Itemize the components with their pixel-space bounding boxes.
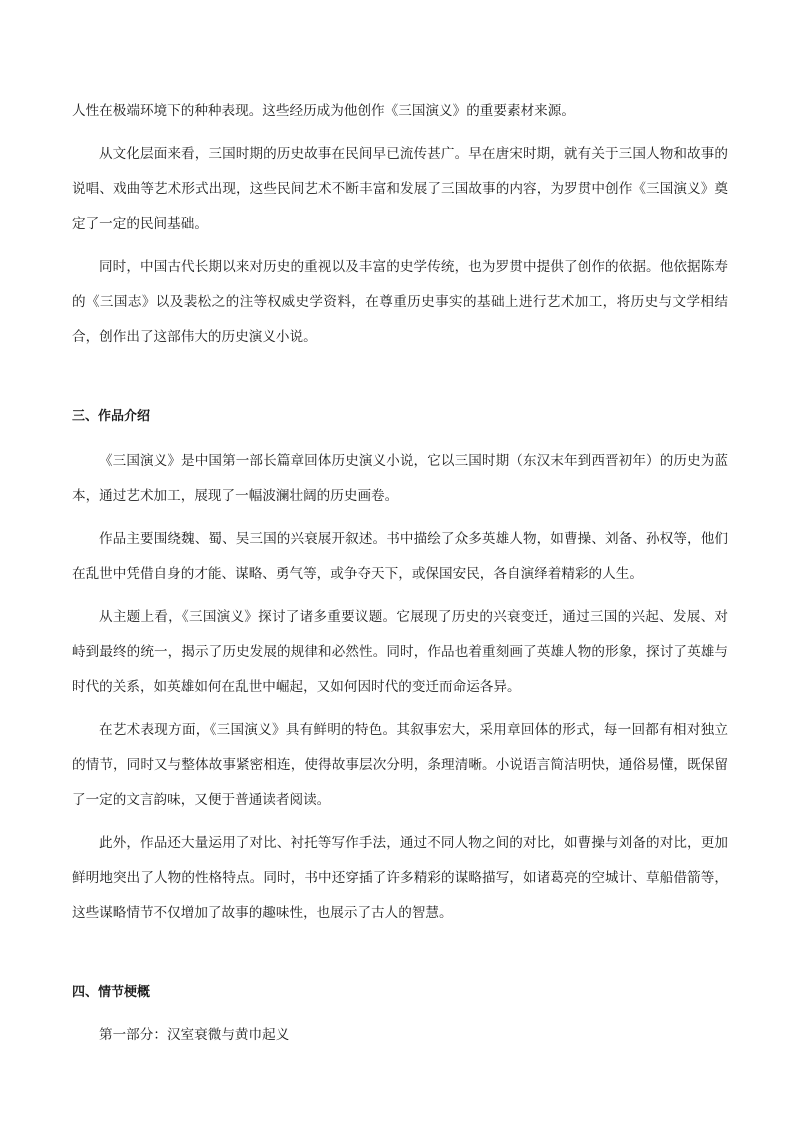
- section-heading-introduction: 三、作品介绍: [72, 409, 151, 424]
- paragraph-intro-three-kingdoms: 作品主要围绕魏、蜀、吴三国的兴衰展开叙述。书中描绘了众多英雄人物，如曹操、刘备、孙权等，他们在乱世中凭借自身的才能、谋略、勇气等，或争夺天下，或保国安民，各自演绎着精彩的人生。: [72, 531, 728, 582]
- paragraph-intro-overview: 《三国演义》是中国第一部长篇章回体历史演义小说，它以三国时期（东汉末年到西晋初年）的历史为蓝本，通过艺术加工，展现了一幅波澜壮阔的历史画卷。: [72, 453, 728, 504]
- section-heading-plot-summary: 四、情节梗概: [72, 985, 151, 1000]
- document-body: [72, 94, 728, 1045]
- paragraph-intro-artistry: 在艺术表现方面，《三国演义》具有鲜明的特色。其叙事宏大，采用章回体的形式，每一回都有相对独立的情节，同时又与整体故事紧密相连，使得故事层次分明，条理清晰。小说语言简洁明快，通俗易懂，既保留了一定的文言韵味，又便于普通读者阅读。: [72, 722, 728, 808]
- subheading-part-one: 第一部分：汉室衰微与黄巾起义: [99, 1027, 290, 1043]
- section-spacer: [72, 1003, 728, 1025]
- paragraph-intro-themes: 从主题上看，《三国演义》探讨了诸多重要议题。它展现了历史的兴衰变迁，通过三国的兴起、发展、对峙到最终的统一，揭示了历史发展的规律和必然性。同时，作品也着重刻画了英雄人物的形象，探讨了英雄与时代的关系，如英雄如何在乱世中崛起，又如何因时代的变迁而命运各异。: [72, 609, 728, 695]
- paragraph-historiography: 同时，中国古代长期以来对历史的重视以及丰富的史学传统，也为罗贯中提供了创作的依据。他依据陈寿的《三国志》以及裴松之的注等权威史学资料，在尊重历史事实的基础上进行艺术加工，将历史与文学相结合，创作出了这部伟大的历史演义小说。: [72, 259, 728, 345]
- paragraph-cultural-background: 从文化层面来看，三国时期的历史故事在民间早已流传甚广。早在唐宋时期，就有关于三国人物和故事的说唱、戏曲等艺术形式出现，这些民间艺术不断丰富和发展了三国故事的内容，为罗贯中创作《三国演义》奠定了一定的民间基础。: [72, 146, 728, 232]
- paragraph-intro-techniques: 此外，作品还大量运用了对比、衬托等写作手法，通过不同人物之间的对比，如曹操与刘备的对比，更加鲜明地突出了人物的性格特点。同时，书中还穿插了许多精彩的谋略描写，如诸葛亮的空城计、草船借箭等，这些谋略情节不仅增加了故事的趣味性，也展示了古人的智慧。: [72, 835, 728, 921]
- paragraph-continuation: 人性在极端环境下的种种表现。这些经历成为他创作《三国演义》的重要素材来源。: [72, 103, 575, 119]
